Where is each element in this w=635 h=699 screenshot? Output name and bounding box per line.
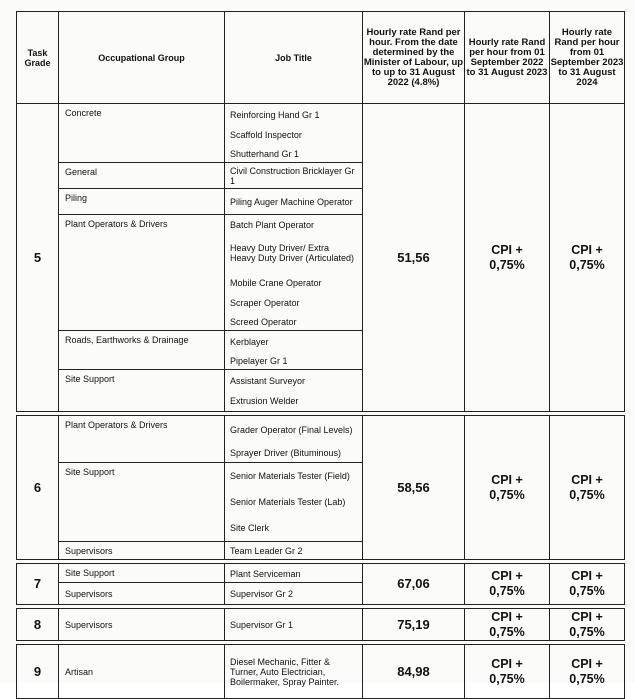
job-title-cell — [225, 609, 363, 641]
header-rate-2022: Hourly rate Rand per hour. From the date determined by the Minister of Labour, up to up to 31 August 2022 (4.8%) — [363, 12, 465, 104]
occupational-group-site-support: Site Support — [59, 463, 225, 542]
job-title: Senior Materials Tester (Lab) — [230, 496, 346, 507]
occupational-group-artisan: Artisan — [59, 645, 225, 699]
occupational-group-concrete: Concrete — [59, 104, 225, 163]
job-title: Supervisor Gr 2 — [230, 589, 294, 599]
occupational-group-plant-operators-drivers: Plant Operators & Drivers — [59, 416, 225, 463]
job-title: Grader Operator (Final Levels) — [230, 424, 353, 435]
occupational-group-roads-earthworks-drainage: Roads, Earthworks & Drainage — [59, 331, 225, 370]
job-title: Supervisor Gr 1 — [230, 620, 294, 630]
hourly-rate-2024: CPI + 0,75% — [550, 564, 625, 605]
job-title: Shutterhand Gr 1 — [230, 148, 300, 159]
header-job-title: Job Title — [225, 12, 363, 104]
table-row — [17, 416, 625, 463]
job-title: Team Leader Gr 2 — [230, 546, 303, 556]
job-title-cell — [225, 331, 363, 370]
occupational-group-supervisors: Supervisors — [59, 609, 225, 641]
job-title: Heavy Duty Driver/ Extra Heavy Duty Driver (Articulated) — [230, 243, 355, 263]
job-title: Assistant Surveyor — [230, 375, 306, 386]
job-title-cell — [225, 189, 363, 215]
task-grade-cell: 7 — [17, 564, 59, 605]
job-title-cell — [225, 416, 363, 463]
job-title: Kerblayer — [230, 336, 269, 347]
job-title: Sprayer Driver (Bituminous) — [230, 447, 342, 458]
job-title: Batch Plant Operator — [230, 219, 315, 230]
job-title: Mobile Crane Operator — [230, 277, 322, 288]
header-rate-2023: Hourly rate Rand per hour from 01 September 2022 to 31 August 2023 — [465, 12, 550, 104]
table-row — [17, 104, 625, 163]
job-title: Extrusion Welder — [230, 396, 299, 406]
job-title-cell — [225, 370, 363, 412]
table-body — [17, 104, 625, 699]
hourly-rate-2023: CPI + 0,75% — [465, 609, 550, 641]
task-grade-cell: 5 — [17, 104, 59, 412]
hourly-rate-2022: 75,19 — [363, 609, 465, 641]
hourly-rate-2023: CPI + 0,75% — [465, 104, 550, 412]
hourly-rate-2023: CPI + 0,75% — [465, 416, 550, 560]
job-title: Site Clerk — [230, 523, 270, 533]
hourly-rate-2023: CPI + 0,75% — [465, 564, 550, 605]
hourly-rate-2024: CPI + 0,75% — [550, 104, 625, 412]
hourly-rate-2022: 67,06 — [363, 564, 465, 605]
job-title-cell — [225, 645, 363, 699]
job-title-cell — [225, 215, 363, 331]
occupational-group-site-support: Site Support — [59, 564, 225, 583]
table-row — [17, 609, 625, 641]
job-title-cell — [225, 463, 363, 542]
job-title: Reinforcing Hand Gr 1 — [230, 109, 320, 120]
job-title: Civil Construction Bricklayer Gr 1 — [230, 166, 355, 186]
occupational-group-general: General — [59, 163, 225, 189]
job-title: Pipelayer Gr 1 — [230, 355, 288, 366]
job-title: Senior Materials Tester (Field) — [230, 471, 350, 481]
job-title: Piling Auger Machine Operator — [230, 197, 353, 207]
occupational-group-site-support: Site Support — [59, 370, 225, 412]
job-title: Diesel Mechanic, Fitter & Turner, Auto Electrician, Boilermaker, Spray Painter. — [230, 657, 340, 687]
job-title: Scraper Operator — [230, 297, 300, 308]
job-title-cell — [225, 542, 363, 560]
table-row — [17, 645, 625, 699]
hourly-rate-2024: CPI + 0,75% — [550, 609, 625, 641]
task-grade-cell: 8 — [17, 609, 59, 641]
occupational-group-piling: Piling — [59, 189, 225, 215]
occupational-group-supervisors: Supervisors — [59, 583, 225, 605]
hourly-rate-2022: 51,56 — [363, 104, 465, 412]
job-title: Screed Operator — [230, 316, 297, 327]
table-row — [17, 564, 625, 583]
hourly-rate-2024: CPI + 0,75% — [550, 416, 625, 560]
header-task-grade: Task Grade — [17, 12, 59, 104]
hourly-rate-2024: CPI + 0,75% — [550, 645, 625, 699]
header-row — [17, 12, 625, 104]
occupational-group-plant-operators-drivers: Plant Operators & Drivers — [59, 215, 225, 331]
header-occupational-group: Occupational Group — [59, 12, 225, 104]
job-title-cell — [225, 564, 363, 583]
job-title-cell — [225, 583, 363, 605]
occupational-group-supervisors: Supervisors — [59, 542, 225, 560]
wage-rates-table — [16, 11, 625, 699]
header-rate-2024: Hourly rate Rand per hour from 01 September 2023 to 31 August 2024 — [550, 12, 625, 104]
task-grade-cell: 6 — [17, 416, 59, 560]
hourly-rate-2022: 84,98 — [363, 645, 465, 699]
job-title: Scaffold Inspector — [230, 129, 302, 140]
hourly-rate-2023: CPI + 0,75% — [465, 645, 550, 699]
job-title: Plant Serviceman — [230, 568, 301, 579]
task-grade-cell: 9 — [17, 645, 59, 699]
job-title-cell — [225, 104, 363, 163]
job-title-cell — [225, 163, 363, 189]
hourly-rate-2022: 58,56 — [363, 416, 465, 560]
